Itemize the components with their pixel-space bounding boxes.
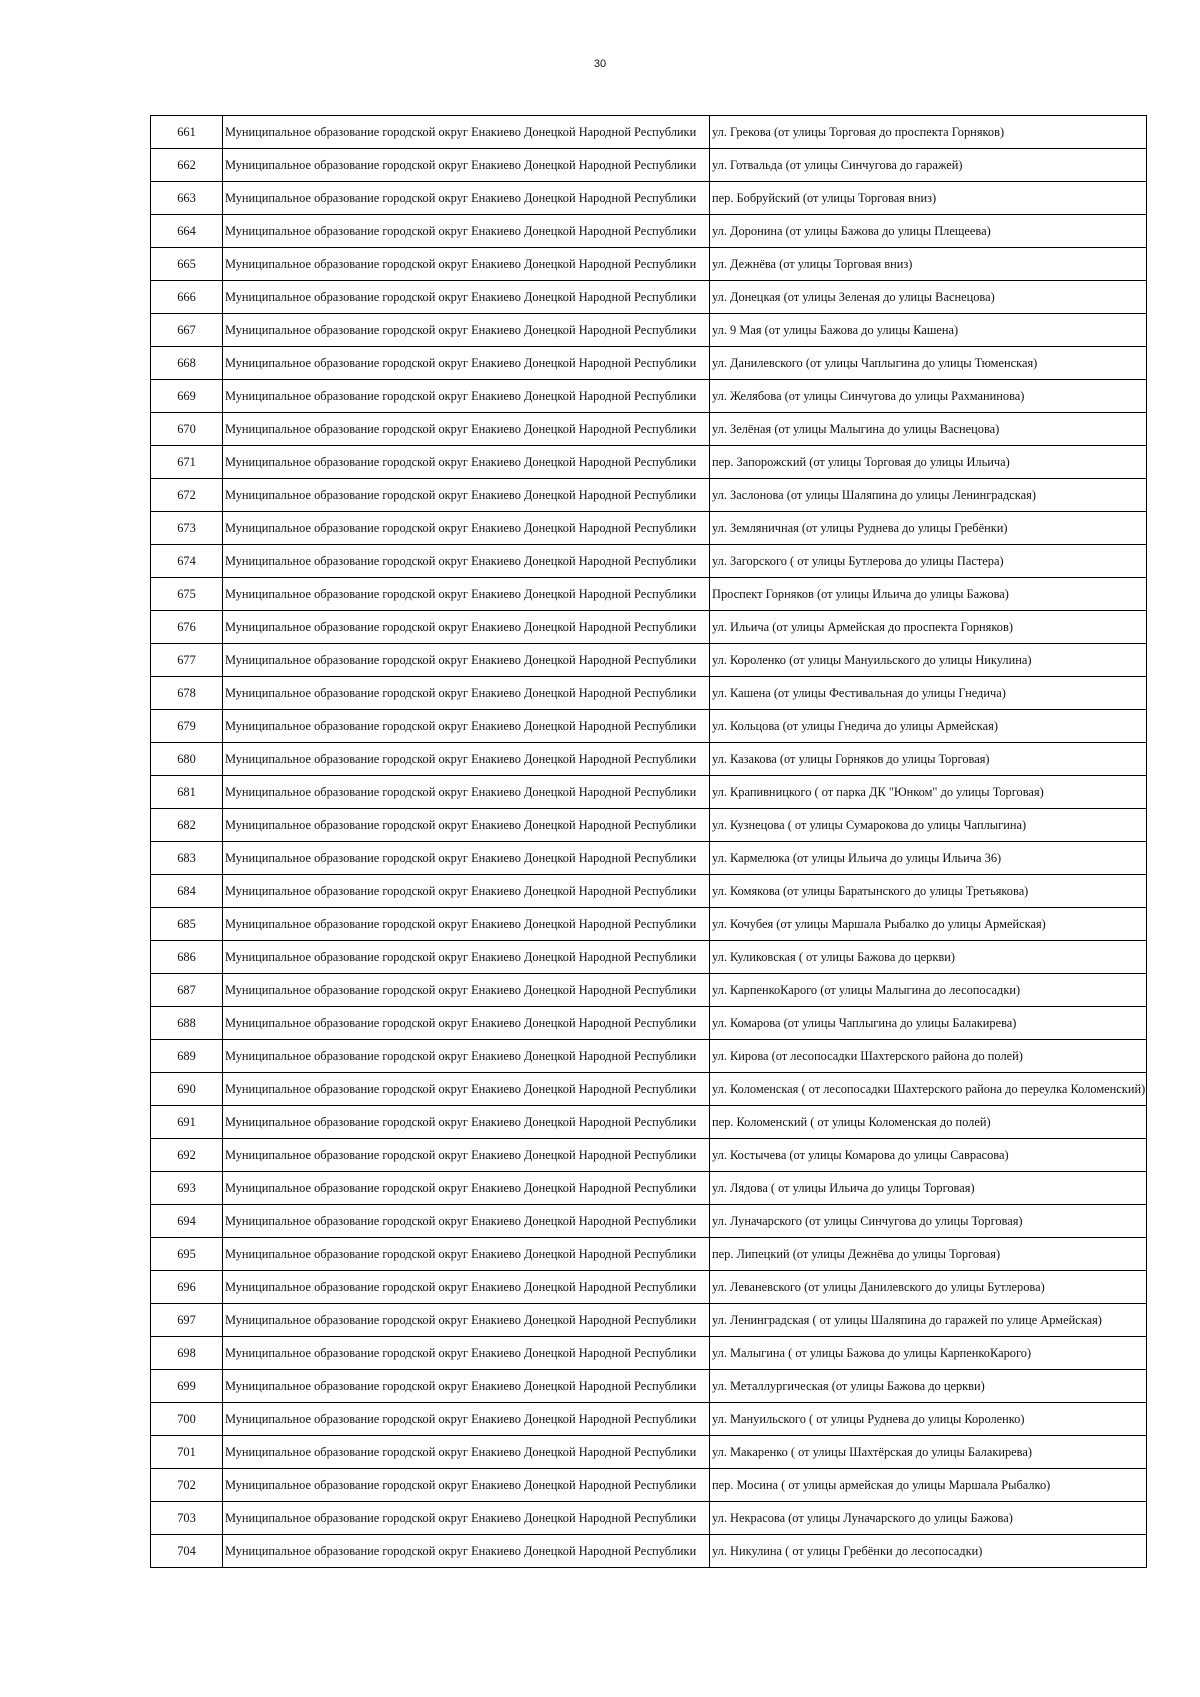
organization-cell: Муниципальное образование городской округ Енакиево Донецкой Народной Республики	[223, 347, 710, 380]
row-number-cell: 698	[151, 1337, 223, 1370]
street-section-cell: ул. Дежнёва (от улицы Торговая вниз)	[710, 248, 1147, 281]
street-section-cell: ул. Комарова (от улицы Чаплыгина до улицы Балакирева)	[710, 1007, 1147, 1040]
row-number-cell: 687	[151, 974, 223, 1007]
organization-cell: Муниципальное образование городской округ Енакиево Донецкой Народной Республики	[223, 1469, 710, 1502]
row-number-cell: 662	[151, 149, 223, 182]
organization-cell: Муниципальное образование городской округ Енакиево Донецкой Народной Республики	[223, 1271, 710, 1304]
organization-cell: Муниципальное образование городской округ Енакиево Донецкой Народной Республики	[223, 116, 710, 149]
table-row	[151, 1139, 1147, 1172]
page-number: 30	[593, 58, 607, 70]
row-number-cell: 677	[151, 644, 223, 677]
table-row	[151, 512, 1147, 545]
table-row	[151, 215, 1147, 248]
organization-cell: Муниципальное образование городской округ Енакиево Донецкой Народной Республики	[223, 974, 710, 1007]
organization-cell: Муниципальное образование городской округ Енакиево Донецкой Народной Республики	[223, 908, 710, 941]
street-section-cell: ул. Зелёная (от улицы Малыгина до улицы Васнецова)	[710, 413, 1147, 446]
row-number-cell: 699	[151, 1370, 223, 1403]
table-row	[151, 248, 1147, 281]
row-number-cell: 667	[151, 314, 223, 347]
street-section-cell: пер. Липецкий (от улицы Дежнёва до улицы Торговая)	[710, 1238, 1147, 1271]
street-section-cell: ул. Заслонова (от улицы Шаляпина до улицы Ленинградская)	[710, 479, 1147, 512]
table-row	[151, 1436, 1147, 1469]
table-row	[151, 941, 1147, 974]
organization-cell: Муниципальное образование городской округ Енакиево Донецкой Народной Республики	[223, 809, 710, 842]
organization-cell: Муниципальное образование городской округ Енакиево Донецкой Народной Республики	[223, 512, 710, 545]
row-number-cell: 661	[151, 116, 223, 149]
organization-cell: Муниципальное образование городской округ Енакиево Донецкой Народной Республики	[223, 1304, 710, 1337]
street-section-cell: ул. Коломенская ( от лесопосадки Шахтерского района до переулка Коломенский)	[710, 1073, 1147, 1106]
table-row	[151, 479, 1147, 512]
table-row	[151, 908, 1147, 941]
table-row	[151, 875, 1147, 908]
organization-cell: Муниципальное образование городской округ Енакиево Донецкой Народной Республики	[223, 578, 710, 611]
street-section-cell: ул. Некрасова (от улицы Луначарского до улицы Бажова)	[710, 1502, 1147, 1535]
street-section-cell: ул. Никулина ( от улицы Гребёнки до лесопосадки)	[710, 1535, 1147, 1568]
street-section-cell: ул. Куликовская ( от улицы Бажова до церкви)	[710, 941, 1147, 974]
organization-cell: Муниципальное образование городской округ Енакиево Донецкой Народной Республики	[223, 182, 710, 215]
table-row	[151, 1106, 1147, 1139]
street-section-cell: ул. Лядова ( от улицы Ильича до улицы Торговая)	[710, 1172, 1147, 1205]
street-section-cell: ул. Донецкая (от улицы Зеленая до улицы Васнецова)	[710, 281, 1147, 314]
organization-cell: Муниципальное образование городской округ Енакиево Донецкой Народной Республики	[223, 677, 710, 710]
table-row	[151, 1205, 1147, 1238]
street-section-cell: ул. Металлургическая (от улицы Бажова до церкви)	[710, 1370, 1147, 1403]
table-row	[151, 1271, 1147, 1304]
street-section-cell: ул. Крапивницкого ( от парка ДК "Юнком" до улицы Торговая)	[710, 776, 1147, 809]
organization-cell: Муниципальное образование городской округ Енакиево Донецкой Народной Республики	[223, 1535, 710, 1568]
row-number-cell: 696	[151, 1271, 223, 1304]
street-section-cell: ул. Короленко (от улицы Мануильского до улицы Никулина)	[710, 644, 1147, 677]
street-section-cell: ул. КарпенкоКарого (от улицы Малыгина до лесопосадки)	[710, 974, 1147, 1007]
table-row	[151, 677, 1147, 710]
row-number-cell: 703	[151, 1502, 223, 1535]
organization-cell: Муниципальное образование городской округ Енакиево Донецкой Народной Республики	[223, 842, 710, 875]
table-row	[151, 1469, 1147, 1502]
row-number-cell: 685	[151, 908, 223, 941]
street-section-cell: ул. Ильича (от улицы Армейская до проспекта Горняков)	[710, 611, 1147, 644]
row-number-cell: 684	[151, 875, 223, 908]
row-number-cell: 688	[151, 1007, 223, 1040]
street-section-cell: ул. Грекова (от улицы Торговая до проспекта Горняков)	[710, 116, 1147, 149]
street-section-cell: ул. Кузнецова ( от улицы Сумарокова до улицы Чаплыгина)	[710, 809, 1147, 842]
table-row	[151, 1403, 1147, 1436]
row-number-cell: 700	[151, 1403, 223, 1436]
street-section-cell: ул. Готвальда (от улицы Синчугова до гаражей)	[710, 149, 1147, 182]
table-row	[151, 776, 1147, 809]
street-section-cell: пер. Коломенский ( от улицы Коломенская до полей)	[710, 1106, 1147, 1139]
street-section-cell: ул. Кольцова (от улицы Гнедича до улицы Армейская)	[710, 710, 1147, 743]
organization-cell: Муниципальное образование городской округ Енакиево Донецкой Народной Республики	[223, 1238, 710, 1271]
organization-cell: Муниципальное образование городской округ Енакиево Донецкой Народной Республики	[223, 1172, 710, 1205]
table-row	[151, 1502, 1147, 1535]
organization-cell: Муниципальное образование городской округ Енакиево Донецкой Народной Республики	[223, 281, 710, 314]
street-section-cell: ул. Желябова (от улицы Синчугова до улицы Рахманинова)	[710, 380, 1147, 413]
registry-table-body	[151, 116, 1147, 1568]
table-row	[151, 1370, 1147, 1403]
table-row	[151, 182, 1147, 215]
table-row	[151, 1535, 1147, 1568]
row-number-cell: 669	[151, 380, 223, 413]
organization-cell: Муниципальное образование городской округ Енакиево Донецкой Народной Республики	[223, 1205, 710, 1238]
table-row	[151, 314, 1147, 347]
organization-cell: Муниципальное образование городской округ Енакиево Донецкой Народной Республики	[223, 380, 710, 413]
organization-cell: Муниципальное образование городской округ Енакиево Донецкой Народной Республики	[223, 446, 710, 479]
row-number-cell: 663	[151, 182, 223, 215]
row-number-cell: 694	[151, 1205, 223, 1238]
registry-table	[150, 115, 1147, 1568]
street-section-cell: ул. Луначарского (от улицы Синчугова до улицы Торговая)	[710, 1205, 1147, 1238]
street-section-cell: ул. Леваневского (от улицы Данилевского до улицы Бутлерова)	[710, 1271, 1147, 1304]
table-row	[151, 611, 1147, 644]
table-row	[151, 578, 1147, 611]
table-row	[151, 116, 1147, 149]
table-row	[151, 149, 1147, 182]
row-number-cell: 683	[151, 842, 223, 875]
table-row	[151, 1007, 1147, 1040]
street-section-cell: ул. Кашена (от улицы Фестивальная до улицы Гнедича)	[710, 677, 1147, 710]
row-number-cell: 704	[151, 1535, 223, 1568]
table-row	[151, 1337, 1147, 1370]
organization-cell: Муниципальное образование городской округ Енакиево Донецкой Народной Республики	[223, 1403, 710, 1436]
organization-cell: Муниципальное образование городской округ Енакиево Донецкой Народной Республики	[223, 149, 710, 182]
street-section-cell: пер. Мосина ( от улицы армейская до улицы Маршала Рыбалко)	[710, 1469, 1147, 1502]
street-section-cell: ул. Ленинградская ( от улицы Шаляпина до гаражей по улице Армейская)	[710, 1304, 1147, 1337]
row-number-cell: 681	[151, 776, 223, 809]
row-number-cell: 673	[151, 512, 223, 545]
organization-cell: Муниципальное образование городской округ Енакиево Донецкой Народной Республики	[223, 1370, 710, 1403]
street-section-cell: ул. Кочубея (от улицы Маршала Рыбалко до улицы Армейская)	[710, 908, 1147, 941]
table-row	[151, 1238, 1147, 1271]
organization-cell: Муниципальное образование городской округ Енакиево Донецкой Народной Республики	[223, 413, 710, 446]
row-number-cell: 670	[151, 413, 223, 446]
row-number-cell: 701	[151, 1436, 223, 1469]
organization-cell: Муниципальное образование городской округ Енакиево Донецкой Народной Республики	[223, 215, 710, 248]
row-number-cell: 695	[151, 1238, 223, 1271]
row-number-cell: 668	[151, 347, 223, 380]
organization-cell: Муниципальное образование городской округ Енакиево Донецкой Народной Республики	[223, 545, 710, 578]
organization-cell: Муниципальное образование городской округ Енакиево Донецкой Народной Республики	[223, 1040, 710, 1073]
table-row	[151, 446, 1147, 479]
street-section-cell: ул. Кармелюка (от улицы Ильича до улицы Ильича 36)	[710, 842, 1147, 875]
table-row	[151, 842, 1147, 875]
organization-cell: Муниципальное образование городской округ Енакиево Донецкой Народной Республики	[223, 479, 710, 512]
table-row	[151, 1073, 1147, 1106]
row-number-cell: 693	[151, 1172, 223, 1205]
table-row	[151, 974, 1147, 1007]
street-section-cell: ул. Доронина (от улицы Бажова до улицы Плещеева)	[710, 215, 1147, 248]
row-number-cell: 675	[151, 578, 223, 611]
row-number-cell: 686	[151, 941, 223, 974]
organization-cell: Муниципальное образование городской округ Енакиево Донецкой Народной Республики	[223, 1139, 710, 1172]
street-section-cell: ул. Данилевского (от улицы Чаплыгина до улицы Тюменская)	[710, 347, 1147, 380]
table-row	[151, 1040, 1147, 1073]
row-number-cell: 671	[151, 446, 223, 479]
table-row	[151, 281, 1147, 314]
row-number-cell: 689	[151, 1040, 223, 1073]
street-section-cell: ул. Кирова (от лесопосадки Шахтерского района до полей)	[710, 1040, 1147, 1073]
organization-cell: Муниципальное образование городской округ Енакиево Донецкой Народной Республики	[223, 875, 710, 908]
table-row	[151, 1172, 1147, 1205]
street-section-cell: ул. Казакова (от улицы Горняков до улицы Торговая)	[710, 743, 1147, 776]
street-section-cell: ул. Загорского ( от улицы Бутлерова до улицы Пастера)	[710, 545, 1147, 578]
organization-cell: Муниципальное образование городской округ Енакиево Донецкой Народной Республики	[223, 1073, 710, 1106]
row-number-cell: 665	[151, 248, 223, 281]
street-section-cell: ул. Костычева (от улицы Комарова до улицы Саврасова)	[710, 1139, 1147, 1172]
table-row	[151, 545, 1147, 578]
street-section-cell: ул. Мануильского ( от улицы Руднева до улицы Короленко)	[710, 1403, 1147, 1436]
row-number-cell: 680	[151, 743, 223, 776]
street-section-cell: Проспект Горняков (от улицы Ильича до улицы Бажова)	[710, 578, 1147, 611]
row-number-cell: 664	[151, 215, 223, 248]
row-number-cell: 691	[151, 1106, 223, 1139]
street-section-cell: ул. Комякова (от улицы Баратынского до улицы Третьякова)	[710, 875, 1147, 908]
organization-cell: Муниципальное образование городской округ Енакиево Донецкой Народной Республики	[223, 611, 710, 644]
row-number-cell: 692	[151, 1139, 223, 1172]
organization-cell: Муниципальное образование городской округ Енакиево Донецкой Народной Республики	[223, 743, 710, 776]
row-number-cell: 690	[151, 1073, 223, 1106]
table-row	[151, 809, 1147, 842]
row-number-cell: 682	[151, 809, 223, 842]
row-number-cell: 676	[151, 611, 223, 644]
street-section-cell: ул. Земляничная (от улицы Руднева до улицы Гребёнки)	[710, 512, 1147, 545]
table-row	[151, 347, 1147, 380]
table-row	[151, 1304, 1147, 1337]
street-section-cell: пер. Бобруйский (от улицы Торговая вниз)	[710, 182, 1147, 215]
street-section-cell: ул. 9 Мая (от улицы Бажова до улицы Кашена)	[710, 314, 1147, 347]
table-row	[151, 380, 1147, 413]
organization-cell: Муниципальное образование городской округ Енакиево Донецкой Народной Республики	[223, 248, 710, 281]
table-row	[151, 743, 1147, 776]
row-number-cell: 666	[151, 281, 223, 314]
organization-cell: Муниципальное образование городской округ Енакиево Донецкой Народной Республики	[223, 1007, 710, 1040]
table-row	[151, 413, 1147, 446]
row-number-cell: 672	[151, 479, 223, 512]
organization-cell: Муниципальное образование городской округ Енакиево Донецкой Народной Республики	[223, 1502, 710, 1535]
organization-cell: Муниципальное образование городской округ Енакиево Донецкой Народной Республики	[223, 941, 710, 974]
organization-cell: Муниципальное образование городской округ Енакиево Донецкой Народной Республики	[223, 314, 710, 347]
table-row	[151, 644, 1147, 677]
organization-cell: Муниципальное образование городской округ Енакиево Донецкой Народной Республики	[223, 776, 710, 809]
street-section-cell: пер. Запорожский (от улицы Торговая до улицы Ильича)	[710, 446, 1147, 479]
organization-cell: Муниципальное образование городской округ Енакиево Донецкой Народной Республики	[223, 1337, 710, 1370]
organization-cell: Муниципальное образование городской округ Енакиево Донецкой Народной Республики	[223, 1106, 710, 1139]
organization-cell: Муниципальное образование городской округ Енакиево Донецкой Народной Республики	[223, 710, 710, 743]
row-number-cell: 702	[151, 1469, 223, 1502]
row-number-cell: 679	[151, 710, 223, 743]
row-number-cell: 678	[151, 677, 223, 710]
street-section-cell: ул. Макаренко ( от улицы Шахтёрская до улицы Балакирева)	[710, 1436, 1147, 1469]
organization-cell: Муниципальное образование городской округ Енакиево Донецкой Народной Республики	[223, 1436, 710, 1469]
row-number-cell: 697	[151, 1304, 223, 1337]
street-section-cell: ул. Малыгина ( от улицы Бажова до улицы КарпенкоКарого)	[710, 1337, 1147, 1370]
table-row	[151, 710, 1147, 743]
row-number-cell: 674	[151, 545, 223, 578]
organization-cell: Муниципальное образование городской округ Енакиево Донецкой Народной Республики	[223, 644, 710, 677]
